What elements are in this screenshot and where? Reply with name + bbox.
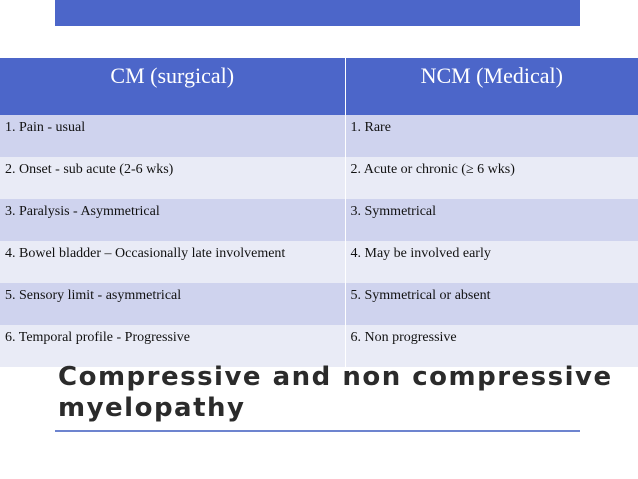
cell-cm: 2. Onset - sub acute (2-6 wks) — [0, 157, 345, 199]
cell-ncm: 4. May be involved early — [345, 241, 638, 283]
table-header-row — [0, 58, 638, 115]
table-row — [0, 325, 638, 367]
cell-cm: 6. Temporal profile - Progressive — [0, 325, 345, 367]
top-accent-bar — [55, 0, 580, 26]
table-row — [0, 115, 638, 157]
cell-ncm: 1. Rare — [345, 115, 638, 157]
cell-cm: 5. Sensory limit - asymmetrical — [0, 283, 345, 325]
cell-ncm: 6. Non progressive — [345, 325, 638, 367]
comparison-table — [0, 58, 638, 367]
cell-cm: 4. Bowel bladder – Occasionally late involvement — [0, 241, 345, 283]
cell-ncm: 3. Symmetrical — [345, 199, 638, 241]
cell-cm: 1. Pain - usual — [0, 115, 345, 157]
table-row — [0, 283, 638, 325]
header-ncm-medical: NCM (Medical) — [345, 58, 638, 115]
cell-ncm: 5. Symmetrical or absent — [345, 283, 638, 325]
cell-cm: 3. Paralysis - Asymmetrical — [0, 199, 345, 241]
header-cm-surgical: CM (surgical) — [0, 58, 345, 115]
title-underline — [55, 430, 580, 432]
table-row — [0, 157, 638, 199]
slide-title: Compressive and non compressive myelopathy — [58, 362, 613, 423]
cell-ncm: 2. Acute or chronic (≥ 6 wks) — [345, 157, 638, 199]
table-row — [0, 199, 638, 241]
table-row — [0, 241, 638, 283]
